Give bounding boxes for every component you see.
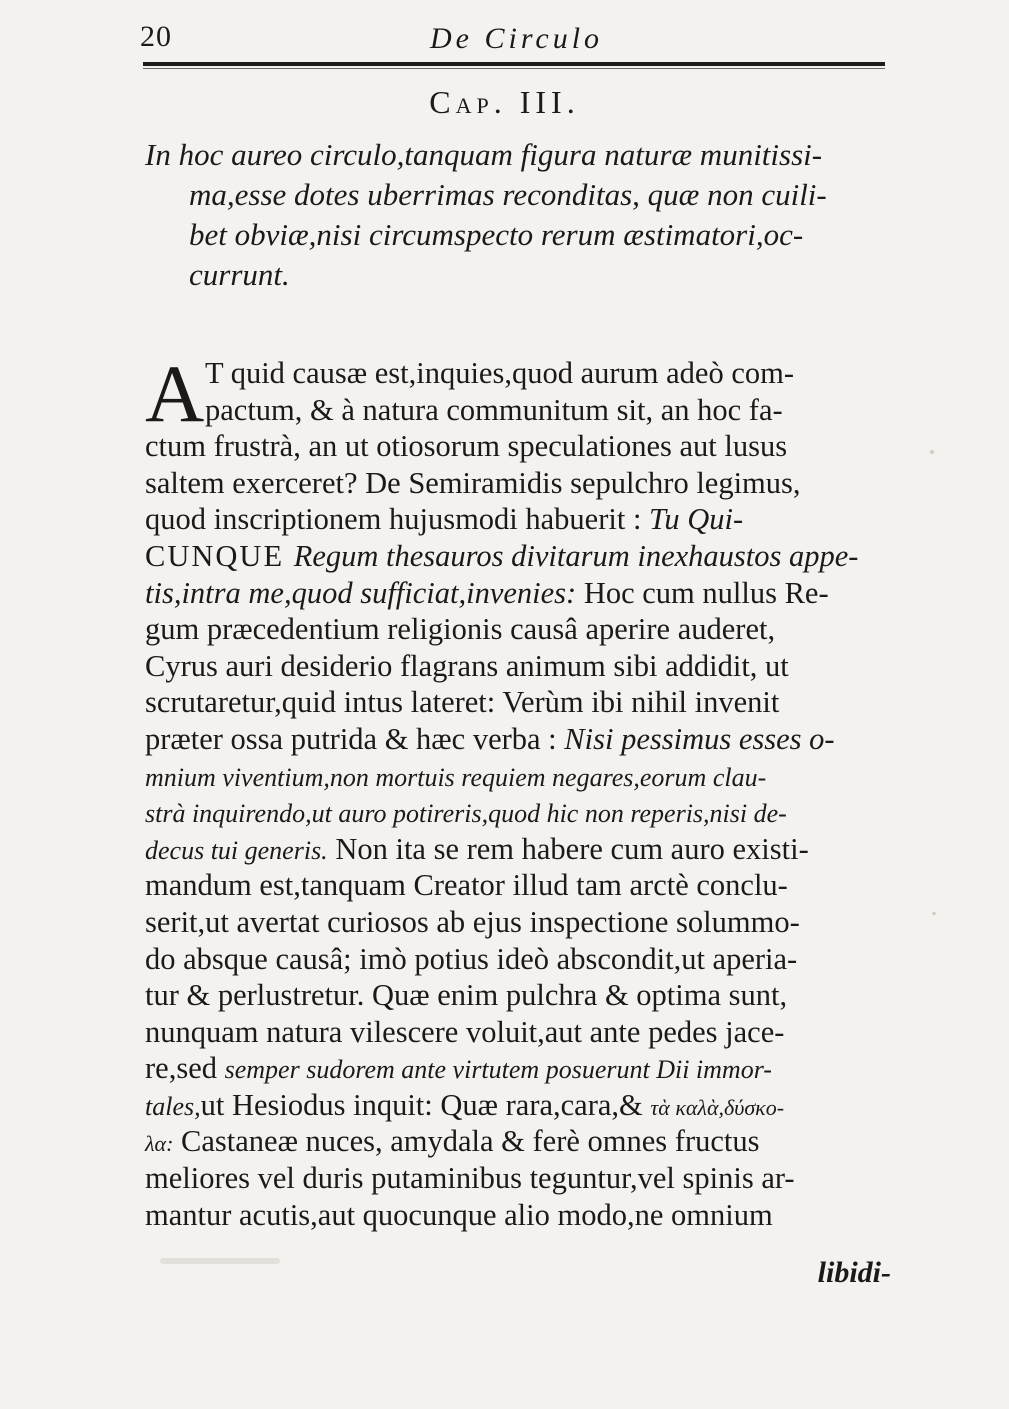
italic-run: Nisi pessimus esses o-: [564, 721, 835, 756]
text-run: mantur acutis,aut quocunque alio modo,ne omnium: [145, 1197, 773, 1232]
body-line: [145, 611, 905, 648]
text-run: Hoc cum nullus Re-: [576, 575, 829, 610]
body-line: [145, 1014, 905, 1051]
greek-run: λα:: [145, 1131, 174, 1157]
body-line: [145, 1087, 905, 1124]
running-title: De Circulo: [430, 22, 604, 55]
running-head: [140, 18, 885, 58]
text-run: tur & perlustretur. Quæ enim pulchra & optima sunt,: [145, 978, 788, 1013]
text-run: præter ossa putrida & hæc verba :: [145, 721, 565, 756]
text-run: ctum frustrà, an ut otiosorum speculationes aut lusus: [145, 429, 788, 464]
body-line: [145, 684, 905, 721]
body-line: [145, 465, 905, 502]
ink-speck: [932, 912, 936, 915]
text-run: mandum est,tanquam Creator illud tam arctè conclu-: [145, 868, 788, 903]
text-run: gum præcedentium religionis causâ aperire auderet,: [145, 612, 776, 647]
summary-line: In hoc aureo circulo,tanquam figura naturæ munitissi-: [145, 137, 823, 172]
body-line: [145, 428, 905, 465]
body-line: [145, 1123, 905, 1160]
body-line: [145, 941, 905, 978]
body-line: [145, 538, 905, 575]
text-run: re,sed: [145, 1051, 225, 1086]
header-rule: [143, 62, 885, 66]
italic-run: semper sudorem ante virtutem posuerunt Dii immor-: [224, 1055, 772, 1085]
body-line: [145, 721, 905, 758]
summary-line: ma,esse dotes uberrimas reconditas, quæ non cuili-: [189, 177, 827, 212]
body-line: [145, 501, 905, 538]
text-run: saltem exerceret? De Semiramidis sepulchro legimus,: [145, 465, 801, 500]
body-line: [145, 1050, 905, 1087]
drop-cap: A: [145, 348, 205, 439]
body-line: [145, 831, 905, 868]
italic-run: mnium viventium,non mortuis requiem negares,eorum clau-: [145, 762, 767, 792]
text-run: meliores vel duris putaminibus teguntur,vel spinis ar-: [145, 1161, 795, 1196]
ink-speck: [930, 450, 934, 454]
body-line: [145, 1160, 905, 1197]
body-line: [145, 977, 905, 1014]
body-line: [145, 575, 905, 612]
italic-run: tales,: [145, 1091, 201, 1121]
body-line: [145, 392, 905, 429]
italic-run: Tu Qui-: [649, 502, 744, 537]
text-run: CUNQUE: [145, 538, 294, 573]
text-run: nunquam natura vilescere voluit,aut ante pedes jace-: [145, 1014, 785, 1049]
summary-line: bet obviæ,nisi circumspecto rerum æstimatori,oc-: [189, 217, 804, 252]
text-run: Cyrus auri desiderio flagrans animum sibi addidit, ut: [145, 648, 789, 683]
text-run: Non ita se rem habere cum auro existi-: [327, 831, 809, 866]
body-line: [145, 355, 905, 392]
italic-run: strà inquirendo,ut auro potireris,quod hic non reperis,nisi de-: [145, 799, 787, 829]
body-line: [145, 1197, 905, 1234]
chapter-summary: [145, 135, 905, 295]
summary-line: currunt.: [189, 257, 290, 292]
text-run: scrutaretur,quid intus lateret: Verùm ibi nihil invenit: [145, 685, 780, 720]
body-line: [145, 758, 905, 795]
body-text: [145, 348, 905, 1233]
page-number: 20: [140, 20, 172, 53]
text-run: ut Hesiodus inquit: Quæ rara,cara,&: [200, 1087, 651, 1122]
text-run: pactum, & à natura communitum sit, an hoc fa-: [205, 392, 783, 427]
text-run: do absque causâ; imò potius ideò abscondit,ut aperia-: [145, 941, 798, 976]
catchword: libidi-: [817, 1256, 891, 1289]
body-line: [145, 648, 905, 685]
italic-run: tis,intra me,quod sufficiat,invenies:: [145, 575, 577, 610]
body-line: [145, 794, 905, 831]
text-run: T quid causæ est,inquies,quod aurum adeò com-: [205, 356, 794, 390]
text-run: quod inscriptionem hujusmodi habuerit :: [145, 502, 650, 537]
italic-run: decus tui generis.: [145, 835, 328, 865]
greek-run: τὰ καλὰ,δύσκο-: [650, 1094, 785, 1120]
text-run: serit,ut avertat curiosos ab ejus inspectione solummo-: [145, 904, 800, 939]
header-rule-thin: [143, 68, 885, 69]
body-line: [145, 904, 905, 941]
chapter-heading: Cap. III.: [429, 84, 580, 120]
text-run: Castaneæ nuces, amydala & ferè omnes fructus: [173, 1124, 760, 1159]
ink-speck: [160, 1258, 280, 1264]
body-line: [145, 867, 905, 904]
italic-run: Regum thesauros divitarum inexhaustos appe-: [293, 538, 859, 573]
